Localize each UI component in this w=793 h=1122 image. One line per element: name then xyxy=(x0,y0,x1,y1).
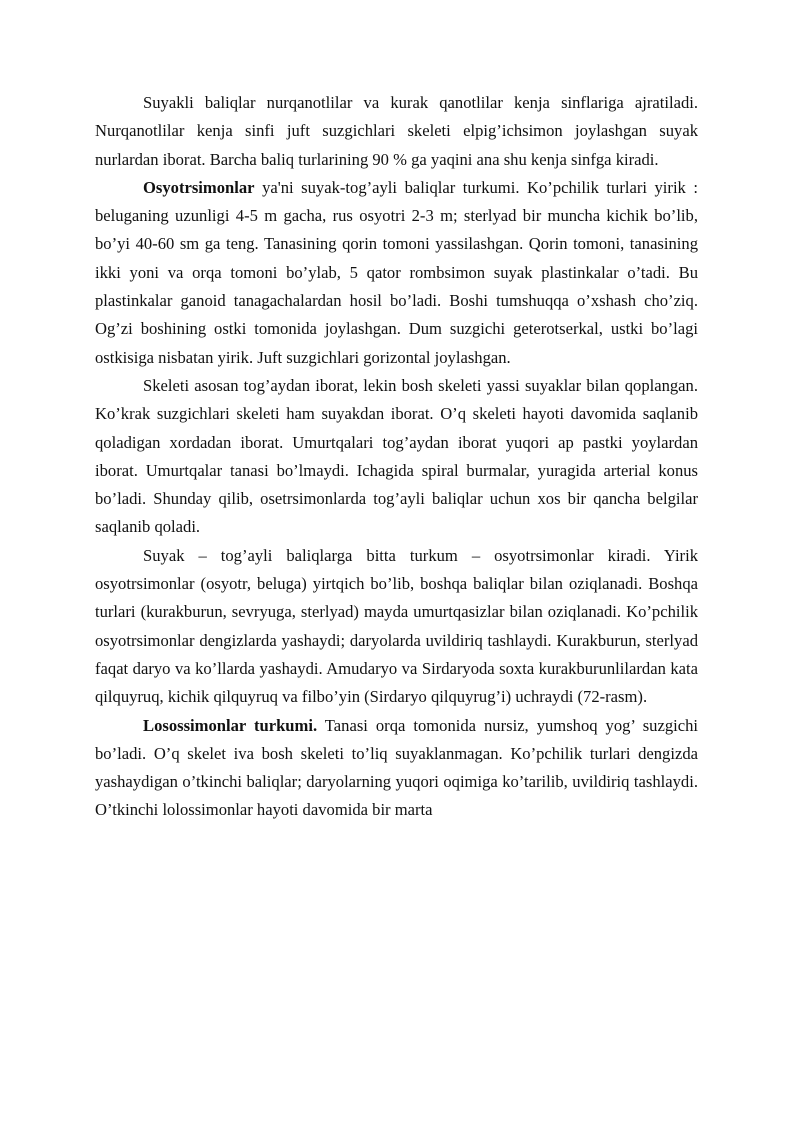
paragraph-osyotrsimonlar xyxy=(95,174,698,372)
paragraph-lossossimonlar xyxy=(95,712,698,825)
paragraph-suyak-togayli xyxy=(95,542,698,712)
paragraph-lead-term: Losossimonlar turkumi. xyxy=(143,715,318,735)
paragraph-text: Tanasi orqa tomonida nursiz, yumshoq yog’ suzgichi bo’ladi. O’q skelet iva bosh skeleti to’liq suyaklanmagan. Ko’pchilik turlari dengizda yashaydigan o’tkinchi baliqlar; daryolarning yuqori oqimiga ko’tarilib, uvildiriq tashlaydi. O’tkinchi lolossimonlar hayoti davomida bir marta xyxy=(95,715,699,820)
paragraph-text: Skeleti asosan tog’aydan iborat, lekin bosh skeleti yassi suyaklar bilan qoplangan. Ko’krak suzgichlari skeleti ham suyakdan iborat. O’q skeleti hayoti davomida saqlanib qoladigan xordadan iborat. Umurtqalari tog’aydan iborat yuqori ap pastki yoylardan iborat. Umurtqalar tanasi bo’lmaydi. Ichagida spiral burmalar, yuragida arterial konus bo’ladi. Shunday qilib, osetrsimonlarda tog’ayli baliqlar uchun xos bir qancha belgilar saqlanib qoladi. xyxy=(95,375,698,537)
paragraph-intro xyxy=(95,89,698,174)
document-page xyxy=(95,89,698,825)
paragraph-lead-term: Osyotrsimonlar xyxy=(143,177,255,197)
paragraph-text: Suyak – tog’ayli baliqlarga bitta turkum – osyotrsimonlar kiradi. Yirik osyotrsimonlar (osyotr, beluga) yirtqich bo’lib, boshqa baliqlar bilan oziqlanadi. Boshqa turlari (kurakburun, sevryuga, sterlyad) mayda umurtqasizlar bilan oziqlanadi. Ko’pchilik osyotrsimonlar dengizlarda yashaydi; daryolarda uvildiriq tashlaydi. Kurakburun, sterlyad faqat daryo va ko’llarda yashaydi. Amudaryo va Sirdaryoda soxta kurakburunlilardan kata qilquyruq, kichik qilquyruq va filbo’yin (Sirdaryo qilquyrug’i) uchraydi (72-rasm). xyxy=(95,545,698,707)
paragraph-text: ya'ni suyak-tog’ayli baliqlar turkumi. Ko’pchilik turlari yirik : beluganing uzunligi 4-5 m gacha, rus osyotri 2-3 m; sterlyad bir muncha kichik bo’lib, bo’yi 40-60 sm ga teng. Tanasining qorin tomoni yassilashgan. Qorin tomoni, tanasining ikki yoni va orqa tomoni bo’ylab, 5 qator rombsimon suyak plastinkalar o’tadi. Bu plastinkalar ganoid tanagachalardan hosil bo’ladi. Boshi tumshuqqa o’xshash cho’ziq. Og’zi boshining ostki tomonida joylashgan. Dum suzgichi geterotserkal, ustki bo’lagi ostkisiga nisbatan yirik. Juft suzgichlari gorizontal joylashgan. xyxy=(95,177,698,367)
paragraph-text: Suyakli baliqlar nurqanotlilar va kurak qanotlilar kenja sinflariga ajratiladi. Nurqanotlilar kenja sinfi juft suzgichlari skeleti elpig’ichsimon joylashgan suyak nurlardan iborat. Barcha baliq turlarining 90 % ga yaqini ana shu kenja sinfga kiradi. xyxy=(95,93,698,169)
paragraph-skeleti xyxy=(95,372,698,542)
